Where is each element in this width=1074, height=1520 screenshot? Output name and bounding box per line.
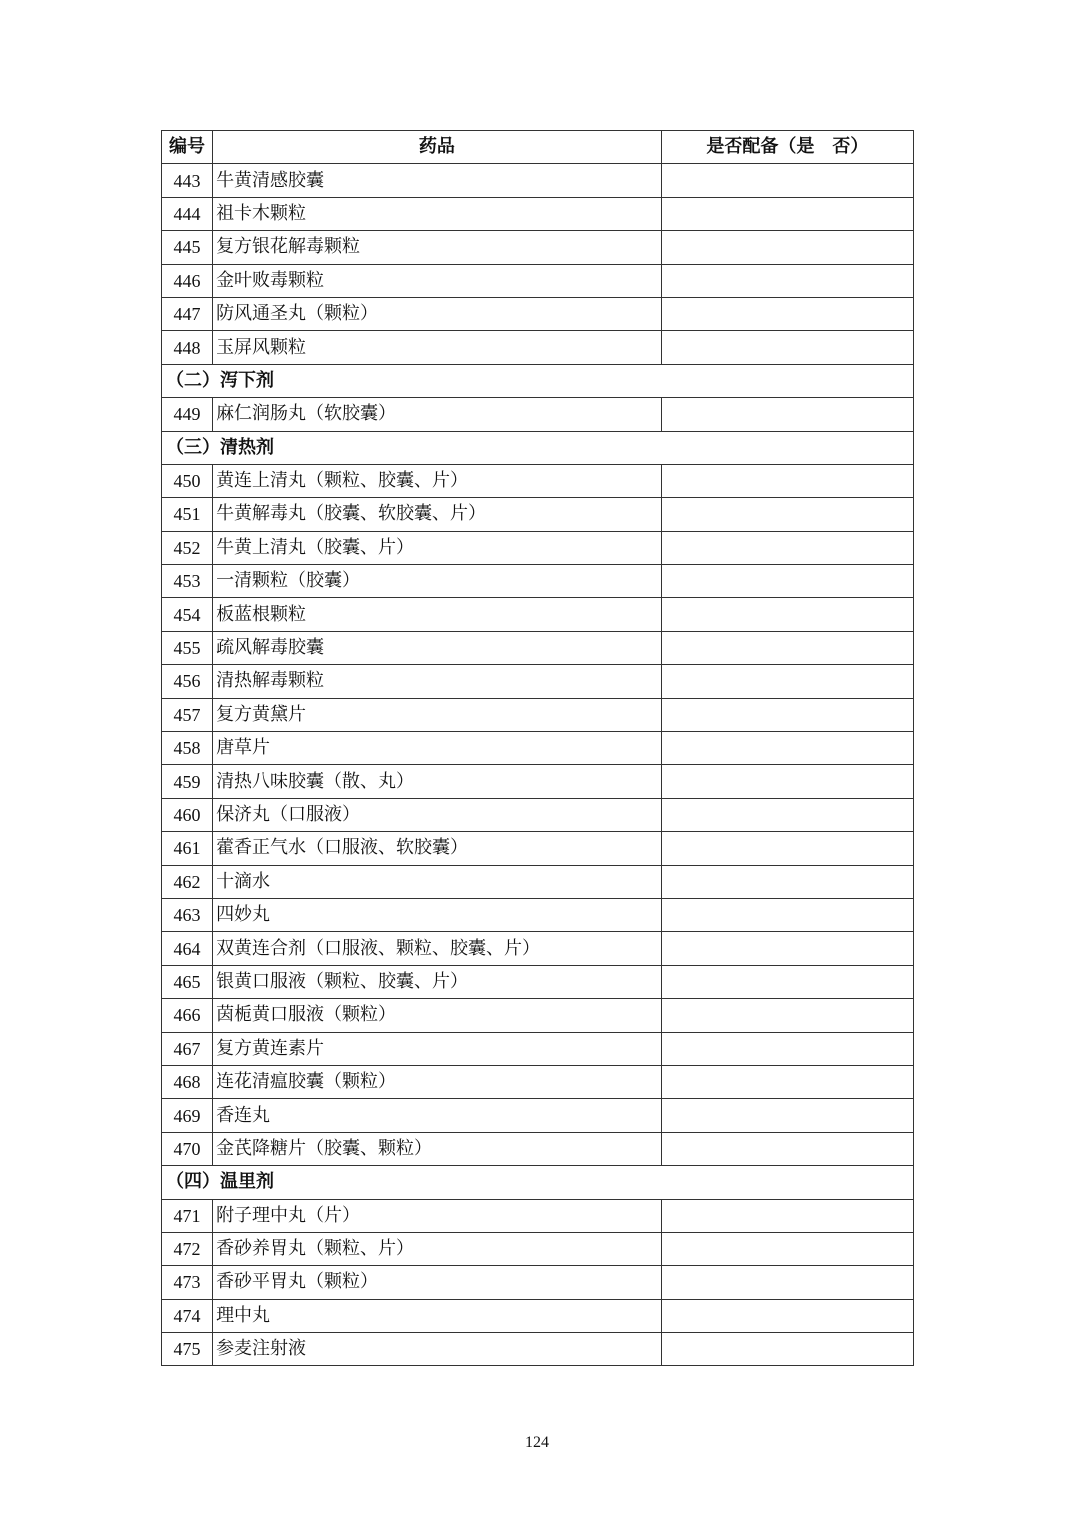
drug-number: 454 [162,598,213,631]
drug-name: 附子理中丸（片） [213,1199,662,1232]
drug-name: 连花清瘟胶囊（颗粒） [213,1065,662,1098]
drug-number: 463 [162,898,213,931]
table-row [162,1099,914,1132]
drug-number: 445 [162,231,213,264]
stocked-cell [661,631,913,664]
table-row [162,765,914,798]
table-row [162,1032,914,1065]
drug-number: 468 [162,1065,213,1098]
drug-number: 449 [162,398,213,431]
stocked-cell [661,1099,913,1132]
table-row [162,565,914,598]
table-row [162,798,914,831]
table-row [162,331,914,364]
table-row [162,698,914,731]
drug-number: 444 [162,197,213,230]
drug-name: 玉屏风颗粒 [213,331,662,364]
drug-name: 防风通圣丸（颗粒） [213,297,662,330]
stocked-cell [661,932,913,965]
drug-name: 麻仁润肠丸（软胶囊） [213,398,662,431]
drug-number: 473 [162,1266,213,1299]
stocked-cell [661,1266,913,1299]
stocked-cell [661,1333,913,1366]
table-body [162,164,914,1366]
drug-name: 保济丸（口服液） [213,798,662,831]
table-row [162,832,914,865]
drug-name: 板蓝根颗粒 [213,598,662,631]
drug-number: 446 [162,264,213,297]
drug-number: 471 [162,1199,213,1232]
table-row [162,1232,914,1265]
drug-name: 牛黄上清丸（胶囊、片） [213,531,662,564]
drug-number: 469 [162,1099,213,1132]
stocked-cell [661,1032,913,1065]
drug-name: 黄连上清丸（颗粒、胶囊、片） [213,464,662,497]
header-drug: 药品 [213,131,662,164]
drug-number: 466 [162,999,213,1032]
stocked-cell [661,464,913,497]
table-row [162,898,914,931]
drug-number: 447 [162,297,213,330]
section-title: （三）清热剂 [162,431,914,464]
stocked-cell [661,264,913,297]
drug-number: 464 [162,932,213,965]
table-row [162,297,914,330]
header-stocked: 是否配备（是 否） [661,131,913,164]
drug-name: 金叶败毒颗粒 [213,264,662,297]
stocked-cell [661,999,913,1032]
drug-number: 451 [162,498,213,531]
drug-name: 银黄口服液（颗粒、胶囊、片） [213,965,662,998]
table-row [162,531,914,564]
stocked-cell [661,698,913,731]
drug-name: 清热八味胶囊（散、丸） [213,765,662,798]
drug-name: 香砂养胃丸（颗粒、片） [213,1232,662,1265]
drug-number: 462 [162,865,213,898]
stocked-cell [661,1132,913,1165]
drug-name: 四妙丸 [213,898,662,931]
stocked-cell [661,732,913,765]
stocked-cell [661,598,913,631]
stocked-cell [661,765,913,798]
stocked-cell [661,297,913,330]
stocked-cell [661,565,913,598]
drug-number: 467 [162,1032,213,1065]
stocked-cell [661,164,913,197]
drug-number: 459 [162,765,213,798]
table-row [162,1299,914,1332]
table-row [162,932,914,965]
drug-number: 470 [162,1132,213,1165]
table-row [162,1333,914,1366]
table-row [162,164,914,197]
drug-number: 443 [162,164,213,197]
table-row [162,464,914,497]
stocked-cell [661,498,913,531]
drug-name: 十滴水 [213,865,662,898]
drug-name: 复方黄连素片 [213,1032,662,1065]
drug-number: 448 [162,331,213,364]
drug-name: 香连丸 [213,1099,662,1132]
stocked-cell [661,898,913,931]
drug-number: 475 [162,1333,213,1366]
section-title: （四）温里剂 [162,1166,914,1199]
stocked-cell [661,531,913,564]
stocked-cell [661,798,913,831]
drug-name: 疏风解毒胶囊 [213,631,662,664]
table-row [162,1065,914,1098]
table-row [162,1199,914,1232]
stocked-cell [661,197,913,230]
drug-number: 472 [162,1232,213,1265]
drug-number: 474 [162,1299,213,1332]
drug-name: 参麦注射液 [213,1333,662,1366]
drug-number: 455 [162,631,213,664]
table-row [162,732,914,765]
drug-name: 唐草片 [213,732,662,765]
drug-name: 祖卡木颗粒 [213,197,662,230]
drug-name: 复方黄黛片 [213,698,662,731]
drug-number: 452 [162,531,213,564]
drug-number: 461 [162,832,213,865]
drug-number: 453 [162,565,213,598]
drug-number: 456 [162,665,213,698]
drug-name: 一清颗粒（胶囊） [213,565,662,598]
section-title: （二）泻下剂 [162,364,914,397]
drug-name: 茵栀黄口服液（颗粒） [213,999,662,1032]
drug-number: 458 [162,732,213,765]
drug-name: 牛黄清感胶囊 [213,164,662,197]
stocked-cell [661,1232,913,1265]
table-row [162,631,914,664]
table-row [162,498,914,531]
drug-name: 理中丸 [213,1299,662,1332]
header-number: 编号 [162,131,213,164]
table-row [162,197,914,230]
table-row [162,1266,914,1299]
table-row [162,598,914,631]
stocked-cell [661,1199,913,1232]
table-row [162,665,914,698]
stocked-cell [661,832,913,865]
table-row [162,398,914,431]
table-row [162,231,914,264]
drug-name: 复方银花解毒颗粒 [213,231,662,264]
drug-number: 465 [162,965,213,998]
drug-name: 藿香正气水（口服液、软胶囊） [213,832,662,865]
table-header-row [162,131,914,164]
stocked-cell [661,865,913,898]
drug-number: 460 [162,798,213,831]
drug-name: 双黄连合剂（口服液、颗粒、胶囊、片） [213,932,662,965]
table-row [162,965,914,998]
section-row [162,1166,914,1199]
stocked-cell [661,1065,913,1098]
stocked-cell [661,1299,913,1332]
section-row [162,431,914,464]
drug-table [161,130,914,1366]
section-row [162,364,914,397]
table-row [162,264,914,297]
stocked-cell [661,665,913,698]
stocked-cell [661,331,913,364]
drug-name: 清热解毒颗粒 [213,665,662,698]
page-number: 124 [525,1434,549,1451]
drug-name: 香砂平胃丸（颗粒） [213,1266,662,1299]
drug-name: 金芪降糖片（胶囊、颗粒） [213,1132,662,1165]
table-row [162,865,914,898]
drug-number: 457 [162,698,213,731]
stocked-cell [661,965,913,998]
stocked-cell [661,231,913,264]
table-row [162,1132,914,1165]
drug-name: 牛黄解毒丸（胶囊、软胶囊、片） [213,498,662,531]
drug-number: 450 [162,464,213,497]
stocked-cell [661,398,913,431]
table-row [162,999,914,1032]
